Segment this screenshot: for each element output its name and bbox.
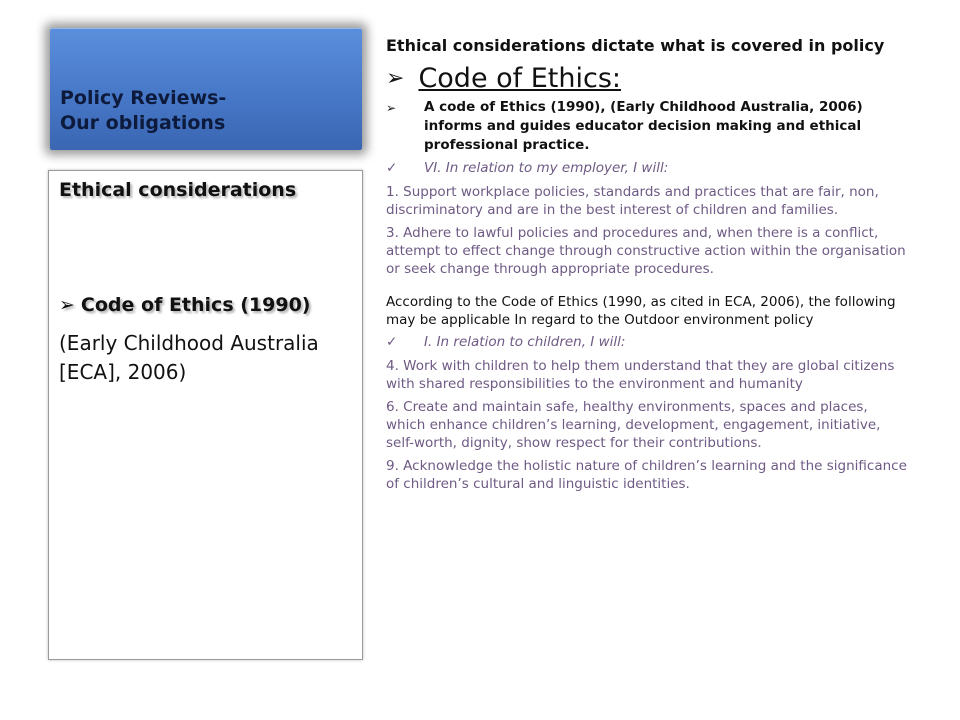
children-heading <box>386 333 911 352</box>
employer-heading-text: VI. In relation to my employer, I will: <box>424 160 669 176</box>
left-bullet <box>59 294 311 316</box>
slide-title <box>60 86 226 136</box>
right-content <box>386 34 911 493</box>
checkmark-icon: ✓ <box>386 160 398 176</box>
children-item-9: 9. Acknowledge the holistic nature of children’s learning and the significance of children’s cultural and linguistic identities. <box>386 458 907 492</box>
code-description <box>386 98 911 155</box>
employer-heading <box>386 159 911 178</box>
checkmark-icon: ✓ <box>386 334 398 350</box>
employer-item-3: 3. Adhere to lawful policies and procedures and, when there is a conflict, attempt to effect change through constructive action within the organisation or seek change through appropriate procedures. <box>386 225 906 277</box>
employer-item-1: 1. Support workplace policies, standards and practices that are fair, non, discriminatory and are in the best interest of children and families. <box>386 184 879 218</box>
arrow-bullet-icon: ➢ <box>386 66 405 91</box>
code-description-text: A code of Ethics (1990), (Early Childhood Australia, 2006) informs and guides educator decision making and ethical professional practice. <box>424 99 863 153</box>
left-subtext: (Early Childhood Australia [ECA], 2006) <box>59 331 319 384</box>
title-box <box>50 28 362 150</box>
intro-text: Ethical considerations dictate what is covered in policy <box>386 36 885 55</box>
left-bullet-text: Code of Ethics (1990) <box>80 294 311 316</box>
code-heading-text: Code of Ethics: <box>418 63 622 94</box>
code-heading <box>386 63 911 94</box>
arrow-bullet-icon: ➢ <box>386 101 397 115</box>
left-heading: Ethical considerations <box>59 179 297 201</box>
children-item-6: 6. Create and maintain safe, healthy environments, spaces and places, which enhance children’s learning, development, engagement, initiative, self-worth, dignity, show respect for their contributions. <box>386 399 881 451</box>
title-line-1: Policy Reviews- <box>60 87 227 109</box>
arrow-bullet-icon: ➢ <box>59 294 75 316</box>
left-panel <box>48 170 363 660</box>
children-heading-text: I. In relation to children, I will: <box>424 334 626 350</box>
children-item-4: 4. Work with children to help them understand that they are global citizens with shared responsibilities to the environment and humanity <box>386 358 895 392</box>
title-line-2: Our obligations <box>60 112 226 134</box>
according-text: According to the Code of Ethics (1990, as cited in ECA, 2006), the following may be applicable In regard to the Outdoor environment policy <box>386 294 896 328</box>
